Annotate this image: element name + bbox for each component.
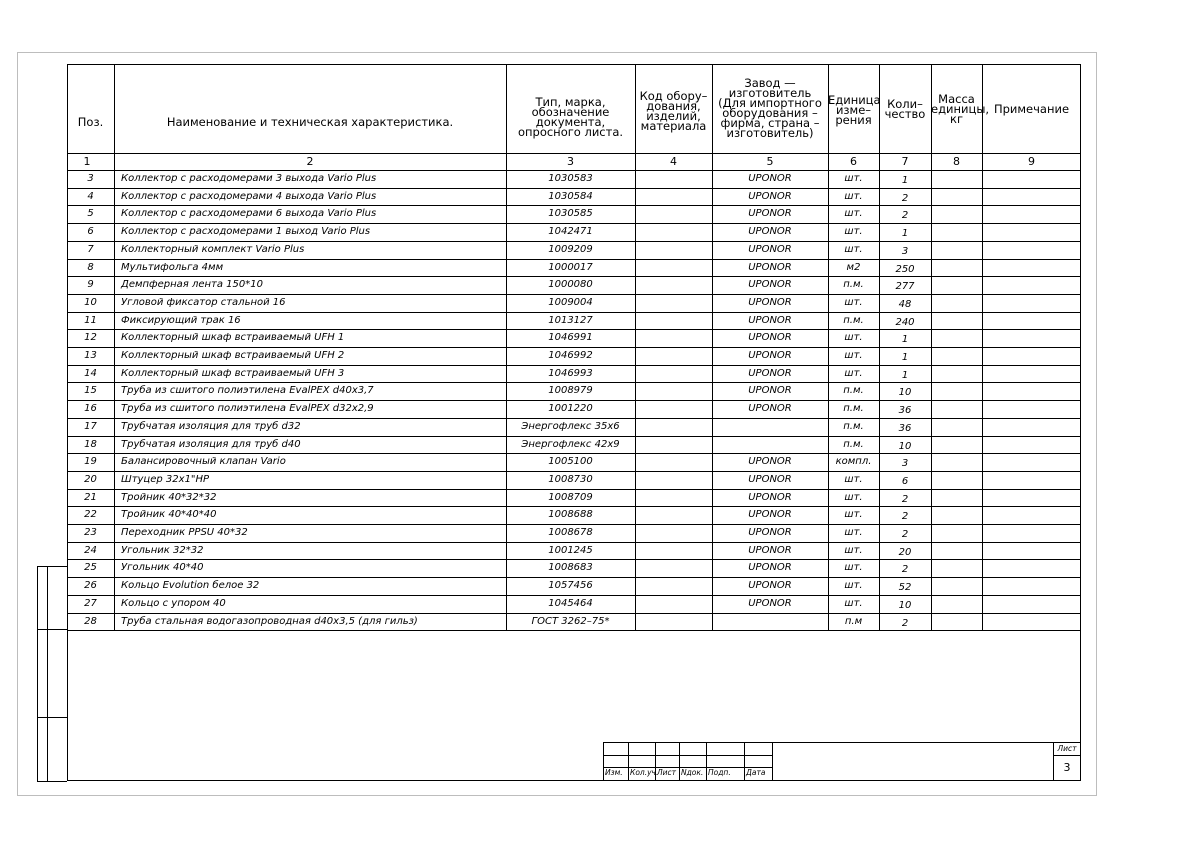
cell-manufacturer: UPONOR <box>748 296 792 308</box>
header-pos: Поз. <box>77 115 104 129</box>
cell-name: Труба из сшитого полиэтилена EvalPEX d40x3,7 <box>121 385 374 397</box>
column-number: 5 <box>766 155 774 168</box>
cell-qty: 2 <box>901 617 909 629</box>
row-divider <box>67 223 1081 224</box>
cell-manufacturer: UPONOR <box>748 473 792 485</box>
row-divider <box>67 400 1081 401</box>
cell-unit: п.м. <box>843 279 864 291</box>
row-divider <box>67 524 1081 525</box>
cell-name: Кольцо Evolution белое 32 <box>121 580 260 592</box>
row-divider <box>67 259 1081 260</box>
cell-manufacturer: UPONOR <box>748 243 792 255</box>
header-unit: Единица изме– рения <box>828 93 881 127</box>
cell-manufacturer: UPONOR <box>748 350 792 361</box>
cell-name: Коллекторный комплект Vario Plus <box>121 243 305 255</box>
row-divider <box>67 542 1081 543</box>
cell-unit: шт. <box>844 527 863 538</box>
cell-name: Коллекторный шкаф встраиваемый UFH 2 <box>121 350 345 361</box>
title-block-line <box>772 742 773 781</box>
cell-manufacturer: UPONOR <box>748 597 792 609</box>
title-block-label: Подп. <box>708 768 731 777</box>
cell-name: Коллекторный шкаф встраиваемый UFH 3 <box>121 367 345 379</box>
cell-manufacturer: UPONOR <box>748 208 792 220</box>
cell-name: Демпферная лента 150*10 <box>121 279 263 291</box>
cell-type: 1030584 <box>548 190 593 202</box>
row-divider <box>67 436 1081 437</box>
cell-qty: 20 <box>898 546 912 558</box>
cell-qty: 36 <box>898 405 912 417</box>
cell-type: 1008688 <box>548 509 593 521</box>
cell-unit: шт. <box>844 226 863 238</box>
cell-unit: шт. <box>844 367 863 379</box>
cell-manufacturer: UPONOR <box>748 279 792 291</box>
cell-type: 1046991 <box>548 332 593 344</box>
cell-name: Труба стальная водогазопроводная d40x3,5 (для гильз) <box>121 615 418 627</box>
row-divider <box>67 489 1081 490</box>
title-block-label: Изм. <box>605 768 623 777</box>
row-divider <box>67 188 1081 189</box>
cell-unit: шт. <box>844 580 863 592</box>
column-number: 6 <box>850 155 857 168</box>
title-block-line <box>603 742 1081 743</box>
cell-manufacturer: UPONOR <box>748 509 792 521</box>
cell-unit: шт. <box>844 332 863 344</box>
cell-unit: шт. <box>844 350 863 361</box>
header-qty: Коли– чество <box>884 96 926 121</box>
cell-manufacturer: UPONOR <box>748 332 792 344</box>
cell-qty: 10 <box>898 440 912 452</box>
row-divider <box>67 418 1081 419</box>
cell-pos: 28 <box>84 615 97 627</box>
cell-qty: 48 <box>898 298 912 310</box>
cell-qty: 2 <box>901 192 909 204</box>
row-divider <box>67 382 1081 383</box>
column-number: 9 <box>1028 155 1035 168</box>
row-divider <box>67 241 1081 242</box>
cell-type: 1030583 <box>548 173 593 184</box>
cell-unit: п.м <box>844 615 863 627</box>
cell-type: 1008730 <box>548 473 593 485</box>
cell-pos: 11 <box>84 314 97 326</box>
cell-manufacturer: UPONOR <box>748 314 792 326</box>
cell-pos: 21 <box>84 491 97 503</box>
title-block-line <box>1053 742 1054 781</box>
sheet-label: Лист <box>1057 744 1077 753</box>
cell-type: Энергофлекс 42x9 <box>521 438 620 450</box>
cell-qty: 2 <box>901 564 909 576</box>
row-divider <box>67 630 1081 631</box>
cell-unit: шт. <box>844 473 863 485</box>
cell-type: Энергофлекс 35x6 <box>521 420 620 432</box>
cell-name: Коллекторный шкаф встраиваемый UFH 1 <box>121 332 345 344</box>
cell-type: 1001220 <box>548 403 593 415</box>
cell-name: Коллектор с расходомерами 6 выхода Vario Plus <box>121 208 377 220</box>
cell-unit: п.м. <box>843 403 864 415</box>
cell-pos: 17 <box>84 420 97 432</box>
cell-unit: шт. <box>844 296 863 308</box>
cell-unit: м2 <box>846 261 861 273</box>
column-number: 1 <box>83 155 91 168</box>
cell-pos: 20 <box>84 473 97 485</box>
cell-qty: 1 <box>901 334 909 346</box>
cell-name: Балансировочный клапан Vario <box>121 456 286 468</box>
cell-manufacturer: UPONOR <box>748 580 792 592</box>
cell-unit: шт. <box>844 491 863 503</box>
cell-unit: шт. <box>844 562 863 574</box>
header-name: Наименование и техническая характеристика. <box>166 115 454 129</box>
cell-type: ГОСТ 3262–75* <box>531 615 610 627</box>
row-divider <box>67 471 1081 472</box>
row-divider <box>67 205 1081 206</box>
header-code: Код обору– дования, изделий, материала <box>639 89 708 133</box>
cell-manufacturer: UPONOR <box>748 190 792 202</box>
cell-qty: 3 <box>901 245 909 257</box>
header-type: Тип, марка, обозначение документа, опросного листа. <box>517 95 624 139</box>
title-block-line <box>706 742 707 781</box>
cell-qty: 6 <box>901 475 909 487</box>
cell-type: 1008979 <box>548 385 593 397</box>
cell-name: Тройник 40*40*40 <box>121 509 217 521</box>
cell-pos: 4 <box>87 190 94 202</box>
row-divider <box>67 347 1081 348</box>
cell-pos: 6 <box>87 226 94 238</box>
cell-name: Коллектор с расходомерами 1 выход Vario Plus <box>121 226 371 238</box>
cell-qty: 52 <box>898 582 912 594</box>
cell-qty: 36 <box>898 422 912 434</box>
row-divider <box>67 613 1081 614</box>
cell-manufacturer: UPONOR <box>748 173 792 184</box>
column-number: 8 <box>953 155 960 168</box>
sheet-number: 3 <box>1063 761 1071 774</box>
cell-qty: 1 <box>901 175 909 186</box>
cell-manufacturer: UPONOR <box>748 544 792 556</box>
cell-qty: 1 <box>901 352 909 363</box>
cell-name: Тройник 40*32*32 <box>121 491 217 503</box>
cell-pos: 9 <box>87 279 94 291</box>
cell-pos: 7 <box>87 243 94 255</box>
cell-unit: шт. <box>844 190 863 202</box>
cell-type: 1000017 <box>548 261 593 273</box>
cell-name: Трубчатая изоляция для труб d32 <box>121 420 301 432</box>
binding-strip-line <box>37 781 67 782</box>
cell-unit: п.м. <box>843 438 864 450</box>
cell-name: Коллектор с расходомерами 3 выхода Vario Plus <box>121 173 377 184</box>
cell-type: 1046992 <box>548 350 593 361</box>
cell-type: 1008709 <box>548 491 593 503</box>
cell-unit: шт. <box>844 243 863 255</box>
cell-name: Трубчатая изоляция для труб d40 <box>121 438 301 450</box>
row-divider <box>67 329 1081 330</box>
cell-unit: шт. <box>844 173 863 184</box>
cell-qty: 277 <box>895 281 915 293</box>
cell-type: 1042471 <box>548 226 593 238</box>
cell-qty: 1 <box>901 369 909 381</box>
title-block-label: Nдок. <box>681 768 704 777</box>
cell-manufacturer: UPONOR <box>748 562 792 574</box>
cell-manufacturer: UPONOR <box>748 456 792 468</box>
cell-pos: 22 <box>84 509 97 521</box>
cell-unit: п.м. <box>843 385 864 397</box>
cell-name: Угольник 40*40 <box>121 562 204 574</box>
row-divider <box>67 506 1081 507</box>
cell-qty: 240 <box>895 316 915 328</box>
title-block-label: Дата <box>746 768 766 777</box>
cell-qty: 1 <box>901 228 909 240</box>
cell-qty: 2 <box>901 493 909 505</box>
column-number: 7 <box>901 155 909 168</box>
header-manufacturer: Завод — изготовитель (Для импортного оборудования – фирма, страна – изготовитель) <box>718 76 822 140</box>
row-divider <box>67 453 1081 454</box>
cell-pos: 10 <box>84 296 97 308</box>
cell-pos: 19 <box>84 456 97 468</box>
title-block-line <box>603 742 604 781</box>
cell-name: Угольник 32*32 <box>121 544 204 556</box>
title-block-line <box>628 742 629 781</box>
title-block-line <box>679 742 680 781</box>
cell-pos: 24 <box>84 544 97 556</box>
cell-name: Кольцо с упором 40 <box>121 597 226 609</box>
title-block-line <box>1053 755 1081 756</box>
cell-pos: 13 <box>84 350 97 361</box>
cell-pos: 26 <box>84 580 97 592</box>
binding-strip-line <box>37 566 38 781</box>
cell-pos: 12 <box>84 332 97 344</box>
cell-type: 1000080 <box>548 279 593 291</box>
cell-pos: 25 <box>84 562 97 574</box>
cell-type: 1045464 <box>548 597 593 609</box>
cell-type: 1046993 <box>548 367 593 379</box>
cell-unit: шт. <box>844 597 863 609</box>
title-block-label: Лист <box>657 768 677 777</box>
cell-unit: шт. <box>844 208 863 220</box>
cell-pos: 16 <box>84 403 97 415</box>
cell-unit: компл. <box>835 456 872 468</box>
header-mass: Масса единицы, кг <box>931 91 990 126</box>
row-divider <box>67 365 1081 366</box>
column-number: 3 <box>567 155 574 168</box>
binding-strip-line <box>37 717 67 718</box>
cell-pos: 15 <box>84 385 97 397</box>
row-divider <box>67 294 1081 295</box>
cell-type: 1013127 <box>548 314 593 326</box>
cell-manufacturer: UPONOR <box>748 491 792 503</box>
cell-qty: 10 <box>898 599 912 611</box>
column-number: 2 <box>306 155 314 168</box>
cell-unit: шт. <box>844 544 863 556</box>
cell-type: 1001245 <box>548 544 593 556</box>
cell-name: Труба из сшитого полиэтилена EvalPEX d32x2,9 <box>121 403 374 415</box>
cell-name: Угловой фиксатор стальной 16 <box>121 296 286 308</box>
cell-type: 1008678 <box>548 527 593 538</box>
cell-qty: 250 <box>895 263 915 275</box>
cell-pos: 27 <box>84 597 97 609</box>
row-divider <box>67 276 1081 277</box>
row-divider <box>67 595 1081 596</box>
cell-manufacturer: UPONOR <box>748 385 792 397</box>
row-divider <box>67 559 1081 560</box>
column-number: 4 <box>670 155 677 168</box>
cell-unit: п.м. <box>843 420 864 432</box>
cell-unit: шт. <box>844 509 863 521</box>
cell-manufacturer: UPONOR <box>748 527 792 538</box>
cell-name: Фиксирующий трак 16 <box>121 314 241 326</box>
cell-name: Штуцер 32x1"HP <box>121 473 210 485</box>
cell-manufacturer: UPONOR <box>748 261 792 273</box>
binding-strip-line <box>47 566 48 781</box>
cell-type: 1030585 <box>548 208 593 220</box>
cell-pos: 23 <box>84 527 97 538</box>
cell-qty: 2 <box>901 511 909 523</box>
cell-pos: 18 <box>84 438 97 450</box>
cell-name: Мультифольга 4мм <box>121 261 224 273</box>
cell-manufacturer: UPONOR <box>748 226 792 238</box>
cell-manufacturer: UPONOR <box>748 367 792 379</box>
header-divider <box>67 153 1081 154</box>
cell-unit: п.м. <box>843 314 864 326</box>
column-number-divider <box>67 170 1081 171</box>
cell-name: Коллектор с расходомерами 4 выхода Vario Plus <box>121 190 377 202</box>
cell-pos: 8 <box>87 261 94 273</box>
cell-qty: 3 <box>901 458 909 470</box>
cell-type: 1057456 <box>548 580 593 592</box>
cell-qty: 2 <box>901 210 909 222</box>
cell-type: 1009004 <box>548 296 593 308</box>
title-block-label: Кол.уч. <box>630 768 659 777</box>
binding-strip-line <box>37 629 67 630</box>
cell-pos: 5 <box>87 208 94 220</box>
cell-pos: 3 <box>87 173 94 184</box>
header-note: Примечание <box>993 101 1070 116</box>
cell-qty: 2 <box>901 529 909 540</box>
cell-manufacturer: UPONOR <box>748 403 792 415</box>
binding-strip-line <box>37 566 67 567</box>
cell-type: 1009209 <box>548 243 593 255</box>
cell-pos: 14 <box>84 367 97 379</box>
cell-type: 1005100 <box>548 456 593 468</box>
cell-type: 1008683 <box>548 562 593 574</box>
cell-name: Переходник PPSU 40*32 <box>121 527 248 538</box>
row-divider <box>67 577 1081 578</box>
row-divider <box>67 312 1081 313</box>
title-block-line <box>744 742 745 781</box>
cell-qty: 10 <box>898 387 912 399</box>
